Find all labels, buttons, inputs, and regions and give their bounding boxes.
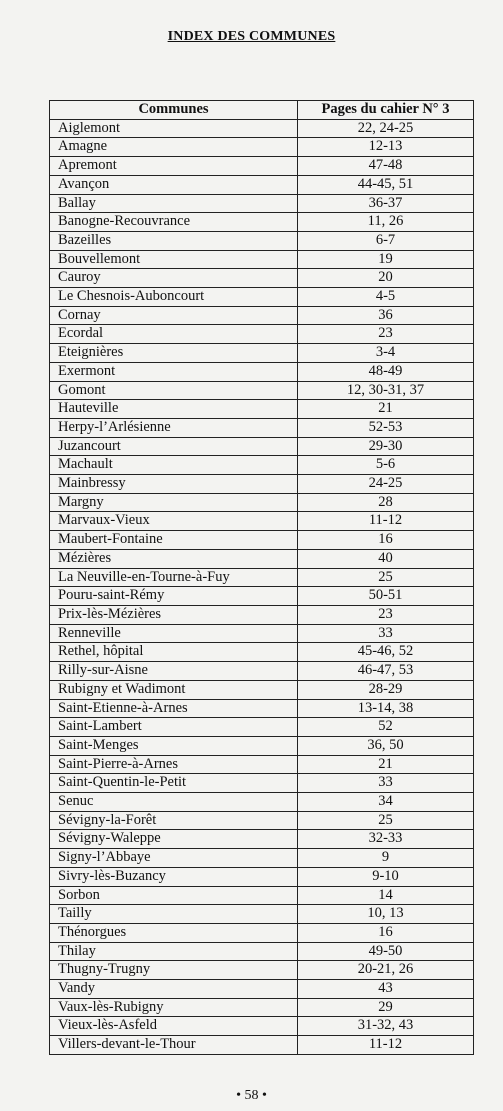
commune-cell: Vandy [50, 980, 298, 999]
commune-cell: Banogne-Recouvrance [50, 213, 298, 232]
pages-cell: 10, 13 [298, 905, 474, 924]
pages-cell: 25 [298, 811, 474, 830]
table-row [50, 493, 474, 512]
table-row [50, 437, 474, 456]
commune-cell: Bouvellemont [50, 250, 298, 269]
pages-cell: 44-45, 51 [298, 175, 474, 194]
table-row [50, 605, 474, 624]
communes-column-header: Communes [50, 101, 298, 120]
commune-cell: Apremont [50, 157, 298, 176]
pages-cell: 4-5 [298, 288, 474, 307]
table-row [50, 549, 474, 568]
table-row [50, 531, 474, 550]
commune-cell: Cauroy [50, 269, 298, 288]
table-row [50, 980, 474, 999]
pages-cell: 21 [298, 400, 474, 419]
commune-cell: Juzancourt [50, 437, 298, 456]
pages-cell: 52 [298, 718, 474, 737]
commune-cell: Sivry-lès-Buzancy [50, 867, 298, 886]
pages-cell: 28-29 [298, 680, 474, 699]
pages-cell: 47-48 [298, 157, 474, 176]
page-number: • 58 • [236, 1088, 267, 1103]
table-row [50, 905, 474, 924]
commune-cell: Amagne [50, 138, 298, 157]
commune-cell: Rilly-sur-Aisne [50, 662, 298, 681]
table-row [50, 381, 474, 400]
commune-cell: Gomont [50, 381, 298, 400]
table-row [50, 662, 474, 681]
commune-cell: Marvaux-Vieux [50, 512, 298, 531]
commune-cell: Senuc [50, 793, 298, 812]
table-row [50, 886, 474, 905]
table-row [50, 175, 474, 194]
pages-cell: 21 [298, 755, 474, 774]
commune-cell: Exermont [50, 362, 298, 381]
table-row [50, 475, 474, 494]
pages-cell: 3-4 [298, 344, 474, 363]
pages-cell: 29 [298, 998, 474, 1017]
commune-cell: Herpy-l’Arlésienne [50, 418, 298, 437]
commune-cell: Eteignières [50, 344, 298, 363]
table-row [50, 138, 474, 157]
table-row [50, 400, 474, 419]
commune-cell: Thugny-Trugny [50, 961, 298, 980]
pages-cell: 16 [298, 923, 474, 942]
pages-cell: 16 [298, 531, 474, 550]
pages-cell: 13-14, 38 [298, 699, 474, 718]
commune-cell: Sévigny-la-Forêt [50, 811, 298, 830]
commune-cell: Rubigny et Wadimont [50, 680, 298, 699]
table-row [50, 344, 474, 363]
commune-cell: Margny [50, 493, 298, 512]
pages-cell: 11-12 [298, 1036, 474, 1055]
pages-cell: 19 [298, 250, 474, 269]
commune-cell: Avançon [50, 175, 298, 194]
table-header-row [50, 101, 474, 120]
table-row [50, 362, 474, 381]
commune-cell: Ballay [50, 194, 298, 213]
table-row [50, 998, 474, 1017]
table-row [50, 1017, 474, 1036]
table-row [50, 811, 474, 830]
table-row [50, 793, 474, 812]
pages-cell: 28 [298, 493, 474, 512]
table-row [50, 680, 474, 699]
pages-cell: 9-10 [298, 867, 474, 886]
table-row [50, 325, 474, 344]
pages-cell: 36 [298, 306, 474, 325]
pages-cell: 45-46, 52 [298, 643, 474, 662]
table-row [50, 568, 474, 587]
table-row [50, 718, 474, 737]
pages-cell: 12-13 [298, 138, 474, 157]
table-row [50, 512, 474, 531]
pages-cell: 5-6 [298, 456, 474, 475]
pages-cell: 14 [298, 886, 474, 905]
page-title: INDEX DES COMMUNES [167, 29, 336, 44]
pages-cell: 23 [298, 605, 474, 624]
pages-cell: 24-25 [298, 475, 474, 494]
table-row [50, 849, 474, 868]
pages-cell: 46-47, 53 [298, 662, 474, 681]
table-row [50, 213, 474, 232]
table-row [50, 587, 474, 606]
commune-cell: Mainbressy [50, 475, 298, 494]
pages-cell: 49-50 [298, 942, 474, 961]
table-row [50, 306, 474, 325]
table-row [50, 624, 474, 643]
table-row [50, 1036, 474, 1055]
commune-cell: Pouru-saint-Rémy [50, 587, 298, 606]
commune-cell: Ecordal [50, 325, 298, 344]
commune-cell: La Neuville-en-Tourne-à-Fuy [50, 568, 298, 587]
pages-cell: 40 [298, 549, 474, 568]
commune-cell: Mézières [50, 549, 298, 568]
table-row [50, 418, 474, 437]
table-row [50, 699, 474, 718]
commune-cell: Thénorgues [50, 923, 298, 942]
pages-cell: 48-49 [298, 362, 474, 381]
commune-cell: Machault [50, 456, 298, 475]
table-row [50, 961, 474, 980]
table-row [50, 194, 474, 213]
pages-cell: 50-51 [298, 587, 474, 606]
table-row [50, 755, 474, 774]
commune-cell: Thilay [50, 942, 298, 961]
pages-column-header: Pages du cahier N° 3 [298, 101, 474, 120]
commune-cell: Hauteville [50, 400, 298, 419]
table-row [50, 774, 474, 793]
pages-cell: 36, 50 [298, 736, 474, 755]
table-row [50, 250, 474, 269]
commune-cell: Rethel, hôpital [50, 643, 298, 662]
pages-cell: 20 [298, 269, 474, 288]
table-row [50, 643, 474, 662]
pages-cell: 33 [298, 624, 474, 643]
table-row [50, 456, 474, 475]
commune-cell: Vieux-lès-Asfeld [50, 1017, 298, 1036]
table-row [50, 269, 474, 288]
commune-cell: Signy-l’Abbaye [50, 849, 298, 868]
pages-cell: 11-12 [298, 512, 474, 531]
pages-cell: 23 [298, 325, 474, 344]
commune-cell: Saint-Menges [50, 736, 298, 755]
commune-cell: Saint-Etienne-à-Arnes [50, 699, 298, 718]
pages-cell: 32-33 [298, 830, 474, 849]
pages-cell: 52-53 [298, 418, 474, 437]
pages-cell: 20-21, 26 [298, 961, 474, 980]
pages-cell: 11, 26 [298, 213, 474, 232]
pages-cell: 6-7 [298, 231, 474, 250]
table-row [50, 119, 474, 138]
pages-cell: 29-30 [298, 437, 474, 456]
table-row [50, 157, 474, 176]
table-row [50, 923, 474, 942]
commune-cell: Saint-Lambert [50, 718, 298, 737]
table-row [50, 736, 474, 755]
table-row [50, 867, 474, 886]
table-row [50, 830, 474, 849]
pages-cell: 33 [298, 774, 474, 793]
pages-cell: 36-37 [298, 194, 474, 213]
pages-cell: 9 [298, 849, 474, 868]
table-row [50, 942, 474, 961]
commune-cell: Bazeilles [50, 231, 298, 250]
table-body [50, 119, 474, 1054]
commune-cell: Sorbon [50, 886, 298, 905]
commune-cell: Maubert-Fontaine [50, 531, 298, 550]
table-row [50, 288, 474, 307]
commune-cell: Aiglemont [50, 119, 298, 138]
commune-cell: Le Chesnois-Auboncourt [50, 288, 298, 307]
commune-cell: Vaux-lès-Rubigny [50, 998, 298, 1017]
table-row [50, 231, 474, 250]
commune-cell: Saint-Quentin-le-Petit [50, 774, 298, 793]
commune-cell: Cornay [50, 306, 298, 325]
commune-cell: Villers-devant-le-Thour [50, 1036, 298, 1055]
pages-cell: 34 [298, 793, 474, 812]
pages-cell: 22, 24-25 [298, 119, 474, 138]
commune-cell: Renneville [50, 624, 298, 643]
commune-cell: Saint-Pierre-à-Arnes [50, 755, 298, 774]
pages-cell: 25 [298, 568, 474, 587]
commune-cell: Prix-lès-Mézières [50, 605, 298, 624]
pages-cell: 43 [298, 980, 474, 999]
communes-index-table [49, 100, 474, 1055]
commune-cell: Tailly [50, 905, 298, 924]
pages-cell: 31-32, 43 [298, 1017, 474, 1036]
pages-cell: 12, 30-31, 37 [298, 381, 474, 400]
commune-cell: Sévigny-Waleppe [50, 830, 298, 849]
